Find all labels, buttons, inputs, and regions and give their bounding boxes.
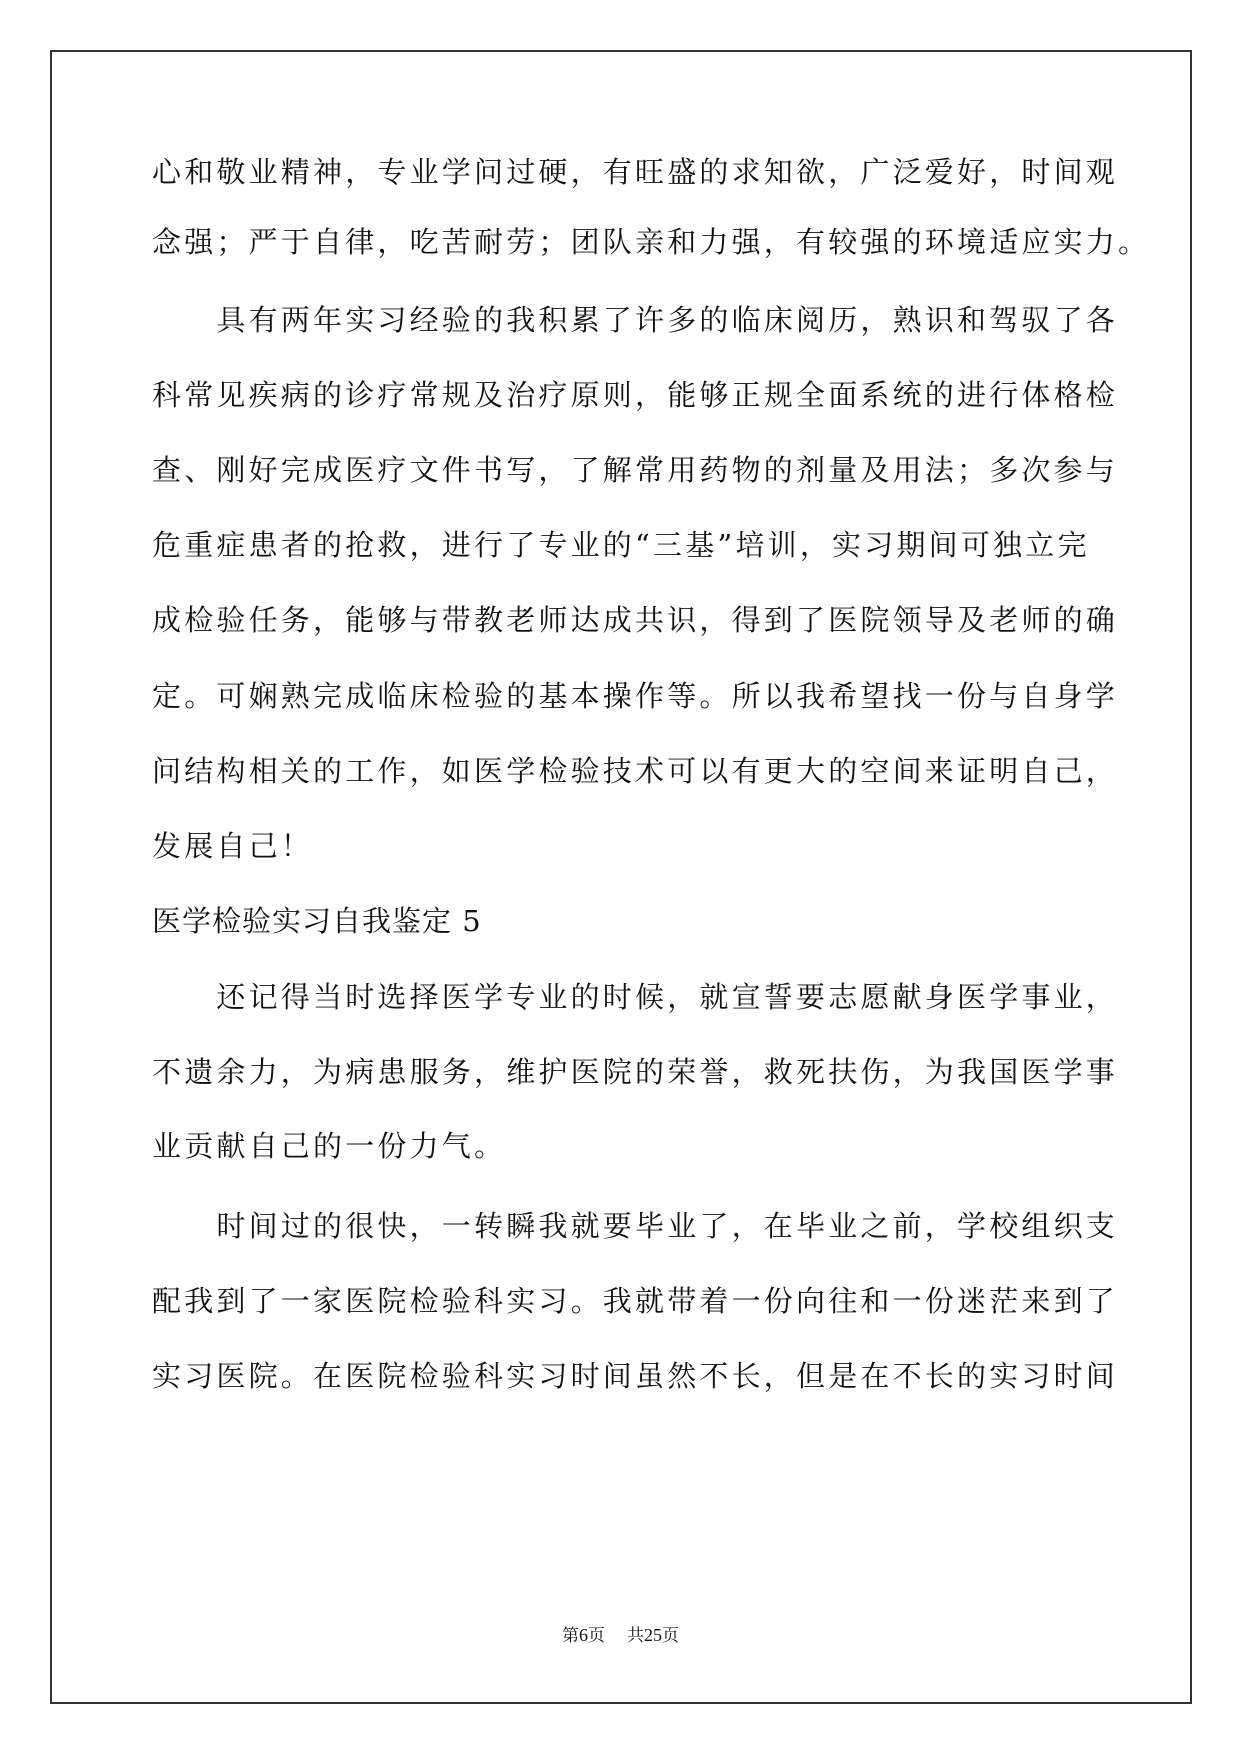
footer-prefix: 第 [562, 1626, 579, 1646]
body-text-line: 实习医院。在医院检验科实习时间虽然不长，但是在不长的实习时间 [152, 1359, 1119, 1393]
body-text-line: 发展自己！ [152, 829, 314, 863]
body-text-line: 具有两年实习经验的我积累了许多的临床阅历，熟识和驾驭了各 [152, 303, 1119, 337]
page-number: 6 [579, 1625, 588, 1645]
page-footer [0, 1623, 1241, 1648]
body-text-line: 还记得当时选择医学专业的时候，就宣誓要志愿献身医学事业， [152, 980, 1119, 1014]
footer-page-suffix: 页 [588, 1626, 605, 1646]
section-heading: 医学检验实习自我鉴定 5 [152, 904, 482, 938]
body-text-line: 念强；严于自律，吃苦耐劳；团队亲和力强，有较强的环境适应实力。 [152, 225, 1151, 259]
body-text-line: 配我到了一家医院检验科实习。我就带着一份向往和一份迷茫来到了 [152, 1284, 1119, 1318]
body-text-line: 定。可娴熟完成临床检验的基本操作等。所以我希望找一份与自身学 [152, 679, 1119, 713]
body-text-line: 时间过的很快，一转瞬我就要毕业了，在毕业之前，学校组织支 [152, 1209, 1119, 1243]
body-text-line: 危重症患者的抢救，进行了专业的“三基”培训，实习期间可独立完 [152, 528, 1090, 562]
body-text-line: 心和敬业精神，专业学问过硬，有旺盛的求知欲，广泛爱好，时间观 [152, 155, 1119, 189]
body-text-line: 问结构相关的工作，如医学检验技术可以有更大的空间来证明自己， [152, 754, 1119, 788]
footer-total-prefix: 共 [627, 1626, 644, 1646]
body-text-line: 不遗余力，为病患服务，维护医院的荣誉，救死扶伤，为我国医学事 [152, 1055, 1119, 1089]
page-border [50, 50, 1192, 1704]
footer-total-suffix: 页 [662, 1626, 679, 1646]
body-text-line: 成检验任务，能够与带教老师达成共识，得到了医院领导及老师的确 [152, 603, 1119, 637]
body-text-line: 科常见疾病的诊疗常规及治疗原则，能够正规全面系统的进行体格检 [152, 378, 1119, 412]
body-text-line: 查、刚好完成医疗文件书写，了解常用药物的剂量及用法；多次参与 [152, 453, 1119, 487]
body-text-line: 业贡献自己的一份力气。 [152, 1129, 507, 1163]
total-pages: 25 [644, 1625, 662, 1645]
